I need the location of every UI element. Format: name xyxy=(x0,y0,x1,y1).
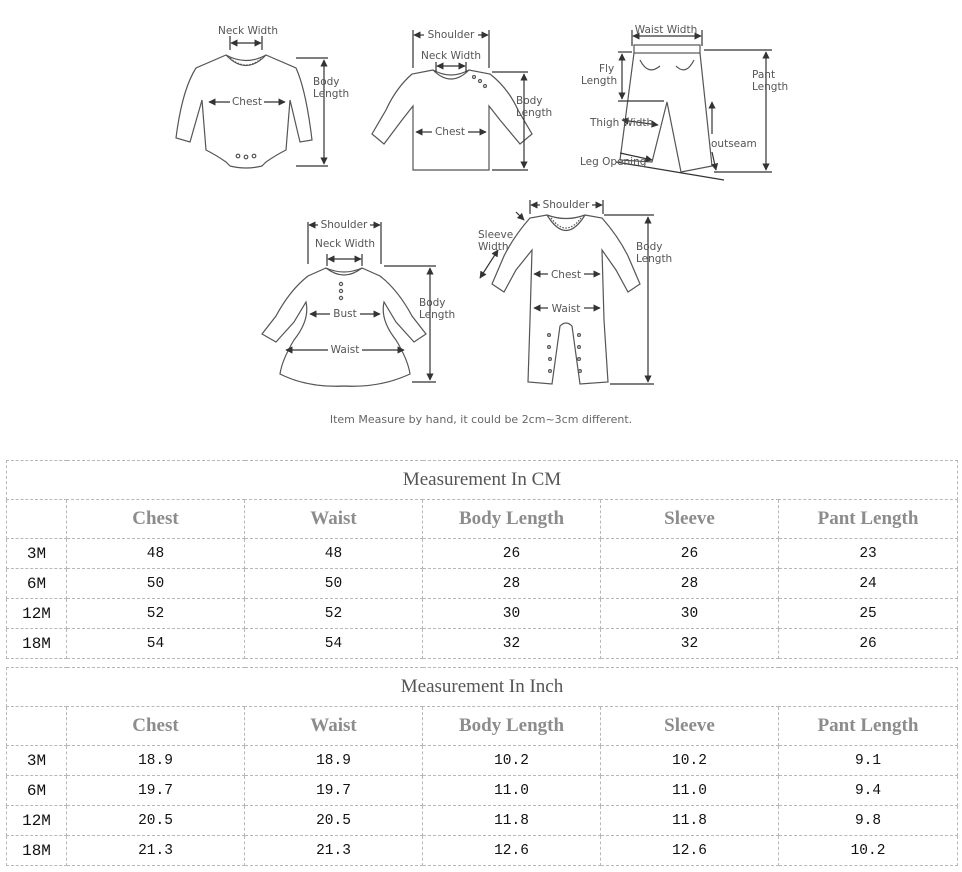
label-dress-bust: Bust xyxy=(333,308,357,320)
label-pants-fly-length-2: Length xyxy=(581,75,618,87)
romper-diagram xyxy=(480,200,654,384)
column-header-waist: Waist xyxy=(245,707,423,746)
value-cell: 18.9 xyxy=(67,746,245,776)
size-cell: 18M xyxy=(7,836,67,866)
label-top-neck-width: Neck Width xyxy=(420,50,482,62)
measurement-table-inch xyxy=(6,667,958,866)
column-header-body-length: Body Length xyxy=(423,707,601,746)
value-cell: 24 xyxy=(779,569,958,599)
value-cell: 48 xyxy=(245,539,423,569)
label-top-body-length-2: Length xyxy=(516,107,553,119)
label-romper-shoulder: Shoulder xyxy=(542,199,590,211)
label-bodysuit-chest: Chest xyxy=(231,96,263,108)
value-cell: 9.8 xyxy=(779,806,958,836)
value-cell: 52 xyxy=(67,599,245,629)
value-cell: 21.3 xyxy=(245,836,423,866)
value-cell: 32 xyxy=(601,629,779,659)
value-cell: 21.3 xyxy=(67,836,245,866)
size-cell: 6M xyxy=(7,569,67,599)
size-column-header xyxy=(7,500,67,539)
label-bodysuit-body-length-2: Length xyxy=(313,88,350,100)
value-cell: 9.4 xyxy=(779,776,958,806)
label-pants-pant-length-2: Length xyxy=(752,81,789,93)
label-dress-neck-width: Neck Width xyxy=(314,238,376,250)
column-header-chest: Chest xyxy=(67,500,245,539)
value-cell: 26 xyxy=(601,539,779,569)
column-header-chest: Chest xyxy=(67,707,245,746)
label-romper-chest: Chest xyxy=(550,269,582,281)
label-pants-waist-width: Waist Width xyxy=(634,24,698,36)
label-pants-pant-length-1: Pant xyxy=(752,69,776,81)
label-dress-waist: Waist xyxy=(330,344,360,356)
value-cell: 12.6 xyxy=(423,836,601,866)
value-cell: 23 xyxy=(779,539,958,569)
value-cell: 10.2 xyxy=(423,746,601,776)
value-cell: 11.0 xyxy=(601,776,779,806)
label-pants-thigh-width: Thigh Width xyxy=(590,117,654,129)
value-cell: 32 xyxy=(423,629,601,659)
label-dress-body-length-2: Length xyxy=(419,309,456,321)
value-cell: 28 xyxy=(601,569,779,599)
value-cell: 52 xyxy=(245,599,423,629)
table-row xyxy=(7,836,958,866)
value-cell: 11.8 xyxy=(601,806,779,836)
column-header-waist: Waist xyxy=(245,500,423,539)
measurement-table-cm xyxy=(6,460,958,659)
label-top-body-length-1: Body xyxy=(516,95,543,107)
label-romper-waist: Waist xyxy=(551,303,581,315)
table-row xyxy=(7,539,958,569)
column-header-body-length: Body Length xyxy=(423,500,601,539)
value-cell: 18.9 xyxy=(245,746,423,776)
table-row xyxy=(7,746,958,776)
size-cell: 3M xyxy=(7,746,67,776)
value-cell: 26 xyxy=(423,539,601,569)
label-bodysuit-neck-width: Neck Width xyxy=(217,25,279,37)
label-bodysuit-body-length-1: Body xyxy=(313,76,340,88)
value-cell: 20.5 xyxy=(245,806,423,836)
table-row xyxy=(7,629,958,659)
value-cell: 26 xyxy=(779,629,958,659)
size-cell: 12M xyxy=(7,599,67,629)
size-cell: 3M xyxy=(7,539,67,569)
table-title: Measurement In CM xyxy=(7,461,958,500)
label-pants-outseam: outseam xyxy=(711,138,757,150)
value-cell: 19.7 xyxy=(245,776,423,806)
column-header-sleeve: Sleeve xyxy=(601,707,779,746)
value-cell: 50 xyxy=(245,569,423,599)
table-row xyxy=(7,776,958,806)
value-cell: 12.6 xyxy=(601,836,779,866)
label-pants-leg-opening: Leg Opening xyxy=(580,156,647,168)
size-column-header xyxy=(7,707,67,746)
size-cell: 6M xyxy=(7,776,67,806)
value-cell: 19.7 xyxy=(67,776,245,806)
label-romper-sleeve-width-1: Sleeve xyxy=(478,229,514,241)
label-pants-fly-length-1: Fly xyxy=(599,63,615,75)
size-cell: 18M xyxy=(7,629,67,659)
size-cell: 12M xyxy=(7,806,67,836)
table-title: Measurement In Inch xyxy=(7,668,958,707)
value-cell: 28 xyxy=(423,569,601,599)
table-row xyxy=(7,806,958,836)
value-cell: 30 xyxy=(601,599,779,629)
column-header-sleeve: Sleeve xyxy=(601,500,779,539)
label-romper-body-length-2: Length xyxy=(636,253,673,265)
value-cell: 30 xyxy=(423,599,601,629)
column-header-pant-length: Pant Length xyxy=(779,500,958,539)
value-cell: 48 xyxy=(67,539,245,569)
table-row xyxy=(7,569,958,599)
value-cell: 54 xyxy=(245,629,423,659)
label-dress-shoulder: Shoulder xyxy=(320,219,368,231)
measurement-note: Item Measure by hand, it could be 2cm~3cm different. xyxy=(329,413,633,426)
value-cell: 11.0 xyxy=(423,776,601,806)
value-cell: 10.2 xyxy=(601,746,779,776)
label-romper-body-length-1: Body xyxy=(636,241,663,253)
column-header-pant-length: Pant Length xyxy=(779,707,958,746)
value-cell: 10.2 xyxy=(779,836,958,866)
label-dress-body-length-1: Body xyxy=(419,297,446,309)
label-romper-sleeve-width-2: Width xyxy=(478,241,509,253)
value-cell: 50 xyxy=(67,569,245,599)
value-cell: 11.8 xyxy=(423,806,601,836)
label-top-shoulder: Shoulder xyxy=(427,29,475,41)
table-row xyxy=(7,599,958,629)
label-top-chest: Chest xyxy=(434,126,466,138)
value-cell: 20.5 xyxy=(67,806,245,836)
value-cell: 25 xyxy=(779,599,958,629)
value-cell: 9.1 xyxy=(779,746,958,776)
value-cell: 54 xyxy=(67,629,245,659)
